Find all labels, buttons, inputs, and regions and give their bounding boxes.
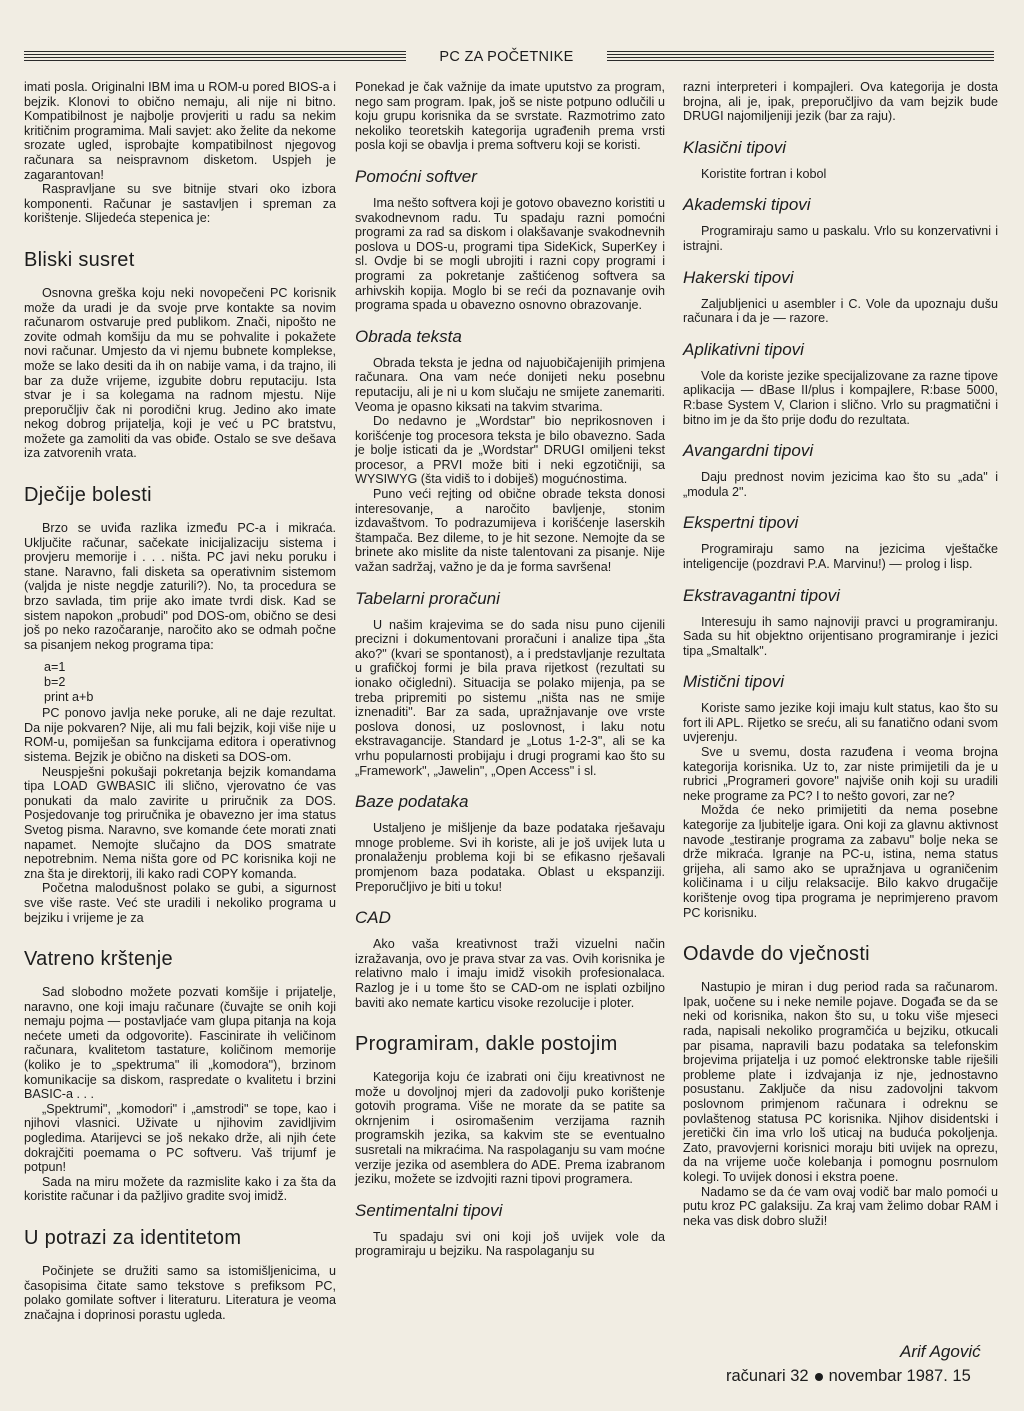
- paragraph: Obrada teksta je jedna od najuobičajenijih primjena računara. Ona vam neće donijeti neku posebnu reputaciju, ali je ni u kom slučaju ne smijete zanemariti. Veoma je opasno kiksati na takvim stvarima.: [355, 355, 665, 414]
- paragraph: U našim krajevima se do sada nisu puno cijenili precizni i dokumentovani proračuni i analize tipa „šta ako?" (kvari se spontanost), a i predstavljanje rezultata u grafičkoj formi je bila prava rijetkost (rezultati su ionako očigledni). Situacija se polako mijenja, pa se treba pripremiti po sistemu „ništa nas ne smije iznenaditi". Bar za sada, upražnjavanje ove vrste poslova donosi, uz poslovnost, i laku notu ekstravagancije. Standard je „Lotus 1-2-3", ali se ka vrhu popularnosti probijaju i drugi programi kao što su „Framework", „Jawelin", „Open Access" i sl.: [355, 617, 665, 778]
- section-title: PC ZA POČETNIKE: [439, 49, 574, 65]
- heading: Tabelarni proračuni: [355, 588, 500, 608]
- heading: Mistični tipovi: [683, 672, 785, 692]
- heading: Akademski tipovi: [683, 195, 811, 215]
- paragraph: Neuspješni pokušaji pokretanja bejzik komandama tipa LOAD GWBASIC ili slično, vjerovatno će vas ponukati da malo zavirite u priručnik za DOS. Posjedovanje tog priručnika je obavezno jer ima status Svetog pisma. Naravno, sve komande ćete morati znati napamet. Nemojte slučajno da DOS smatrate nepotrebnim. Nema ništa gore od PC korisnika koji ne zna šta je direktorij, ili kako radi COPY komanda.: [24, 764, 336, 881]
- paragraph: Sada na miru možete da razmislite kako i za šta da koristite računar i da pažljivo gradite svoj imidž.: [24, 1174, 336, 1204]
- paragraph: Do nedavno je „Wordstar" bio neprikosnoven i korišćenje tog procesora teksta je bilo obavezno. Sada je bolje isticati da je „Wordstar" DRUGI omiljeni tekst procesor, a PRVI može biti i neki egzotičniji, sa WYSIWYG (šta vidiš to i dobiješ) mogućnostima.: [355, 414, 665, 487]
- column-2: [355, 80, 665, 1259]
- paragraph: PC ponovo javlja neke poruke, ali ne daje rezultat. Da nije pokvaren? Nije, ali mu fali bejzik, koji više nije u ROM-u, pomiješan sa funkcijama editora i operativnog sistema. Bejzik je obično na disketi sa DOS-om.: [24, 706, 336, 764]
- header-rule-right: [607, 51, 994, 61]
- paragraph: Ponekad je čak važnije da imate uputstvo za program, nego sam program. Ipak, još se niste potpuno odlučili u koju grupu korisnika da se svrstate. Razmotrimo zato nekoliko teoretskih kategorija ugrađenih prema vrsti posla koji se obavlja i prema softveru koji se koristi.: [355, 80, 665, 153]
- page-number: 15: [952, 1367, 971, 1385]
- paragraph: Puno veći rejting od obične obrade teksta donosi interesovanje, a naročito bavljenje, stonim izdavaštvom. To podrazumijeva i korišćenje laserskih štampača. Bez dileme, to je hit sezone. Nemojte da se brinete ako mislite da niste talentovani za pisanje. Nije važan sadržaj, važno je da je forma savršena!: [355, 487, 665, 575]
- code-line: b=2: [44, 675, 66, 689]
- paragraph: „Spektrumi", „komodori" i „amstrodi" se tope, kao i njihovi vlasnici. Uživate u njihovim zavidljivim pogledima. Atarijevci se još nekako drže, ali njih ćete dokrajčiti poemama o PC softveru. Vaš trijumf je potpun!: [24, 1101, 336, 1175]
- paragraph: Daju prednost novim jezicima kao što su „ada" i „modula 2".: [683, 470, 998, 499]
- heading: CAD: [355, 908, 391, 928]
- bullet-dot: [815, 1373, 823, 1381]
- section-header: [24, 47, 994, 67]
- code-line: print a+b: [44, 689, 94, 704]
- column-3: [683, 80, 998, 1228]
- paragraph: razni interpreteri i kompajleri. Ova kategorija je dosta brojna, ali je, ipak, preporučljivo da vam bejzik bude DRUGI najomiljeniji jezik (bar za raju).: [683, 80, 998, 124]
- heading: Bliski susret: [24, 248, 135, 271]
- heading: Ekstravagantni tipovi: [683, 585, 840, 605]
- heading: Pomoćni softver: [355, 166, 477, 186]
- heading: Sentimentalni tipovi: [355, 1200, 503, 1220]
- paragraph: Vole da koriste jezike specijalizovane za razne tipove aplikacija — dBase II/plus i kompajlere, R:base 5000, R:base System V, Clarion i slično. Vrlo su pragmatični i bitno im je da što prije dođu do rezultata.: [683, 368, 998, 427]
- heading: Aplikativni tipovi: [683, 339, 804, 359]
- paragraph: Počinjete se družiti samo sa istomišljenicima, u časopisima čitate samo tekstove s prefiksom PC, polako gomilate softver i literaturu. Literatura je veoma značajna i doprinosi porastu ugleda.: [24, 1264, 336, 1322]
- paragraph: Kategorija koju će izabrati oni čiju kreativnost ne može u dovoljnoj mjeri da zadovolji puko korištenje gotovih programa. Više ne morate da se patite sa okrnjenim i osiromašenim verzijama raznih programskih jezika, sa kakvim ste se eventualno susretali na mikraćima. Na raspolaganju su vam moćne verzije jezika od asemblera do ADE. Prema izabranom jeziku, možete se izdvojiti razni tipovi programera.: [355, 1070, 665, 1187]
- paragraph: Možda će neko primijetiti da nema posebne kategorije za ljubitelje igara. Oni koji za glavnu aktivnost navode „testiranje programa za zabavu" bolje neka se drže mikraća. Igranje na PC-u, istina, nema status grijeha, ali samo ako se upražnjava u ograničenim količinama i u cilju relaksacije. Bilo kakvo drugačije korištenje ovog tipa programa je neprimjereno pravom PC korisniku.: [683, 803, 998, 920]
- paragraph: Koriste samo jezike koji imaju kult status, kao što su fort ili APL. Rijetko se sreću, ali su fanatično odani svom uvjerenju.: [683, 701, 998, 745]
- paragraph: imati posla. Originalni IBM ima u ROM-u pored BIOS-a i bejzik. Klonovi to obično nemaju, ali nije ni bitno. Kompatibilnost je najbolje provjeriti u radu sa nekim kritičnim programima. Mali savjet: ako želite da nekome srozate ugled, isprobajte kompatibilnost njegovog računara sa neispravnom disketom. Uspjeh je zagarantovan!: [24, 80, 336, 182]
- paragraph: Sve u svemu, dosta razuđena i veoma brojna kategorija korisnika. Uz to, zar niste primijetili da je u rubrici „Programeri govore" najviše onih koji su uradili neke programe za PC? I to nešto govori, zar ne?: [683, 745, 998, 803]
- column-1: [24, 80, 336, 1322]
- paragraph: Tu spadaju svi oni koji još uvijek vole da programiraju u bejziku. Na raspolaganju su: [355, 1229, 665, 1259]
- paragraph: Nadamo se da će vam ovaj vodič bar malo pomoći u putu kroz PC galaksiju. Za kraj vam želimo dobar RAM i neka vas disk dobro služi!: [683, 1184, 998, 1228]
- heading: Obrada teksta: [355, 326, 462, 346]
- paragraph: Ima nešto softvera koji je gotovo obavezno koristiti u svakodnevnom radu. Tu spadaju razni pomoćni programi za rad sa diskom i olakšavanje svakodnevnih poslova u DOS-u, programi tipa SideKick, SuperKey i sl. Ovdje bi se mogli ubrojiti i razni copy programi i programi za pokretanje zaštićenog softvera sa arhivskih kopija. Moglo bi se reći da poznavanje ovih programa spada u obavezno osnovno obrazovanje.: [355, 195, 665, 313]
- paragraph: Koristite fortran i kobol: [701, 166, 827, 181]
- heading: Baze podataka: [355, 792, 469, 812]
- paragraph: Ustaljeno je mišljenje da baze podataka rješavaju mnoge probleme. Svi ih koriste, ali je još uvijek luta u pronalaženju problema koji bi se efikasno rješavali promjenom baza podataka. Oblast u ekspanziji. Preporučljivo je biti u toku!: [355, 821, 665, 894]
- heading: U potrazi za identitetom: [24, 1227, 242, 1249]
- header-rule-left: [24, 51, 406, 61]
- code-listing: [24, 660, 336, 704]
- paragraph: Početna malodušnost polako se gubi, a sigurnost sve više raste. Već ste uradili i nekoliko programa u bejziku i vrijeme je za: [24, 881, 336, 925]
- paragraph: Ako vaša kreativnost traži vizuelni način izražavanja, ovo je prava stvar za vas. Ovih korisnika je relativno malo i imaju imidž visokih profesionalaca. Razlog je i u tome što se CAD-om ne isplati ozbiljno baviti ako nemate karticu visoke rezolucije i ploter.: [355, 937, 665, 1010]
- heading: Dječije bolesti: [24, 484, 152, 507]
- paragraph: Osnovna greška koju neki novopečeni PC korisnik može da uradi je da svoje prve kontakte sa novim računarom ostvaruje pred publikom. Znači, nipošto ne zovite odmah komšiju da mu se pohvalite i pokažete novi računar. Umjesto da vi njemu bubnete komplekse, može se lako desiti da ih on nabije vama, i da trajno, ili bar za duže vrijeme, izgubite dobru reputaciju. Ista stvar je i sa kolegama na radnom mjestu. Nije preporučljiv čak ni porodični krug. Jedino ako imate nekog dobrog prijatelja, koji je već u PC bratstvu, možete ga zamoliti da vas obiđe. Ostalo se sve dešava iza zatvorenih vrata.: [24, 285, 336, 461]
- heading: Avangardni tipovi: [683, 441, 814, 461]
- heading: Ekspertni tipovi: [683, 513, 799, 533]
- paragraph: Sad slobodno možete pozvati komšije i prijatelje, naravno, one koji imaju računare (čuvajte se onih koji nemaju pojma — postavljaće vam glupa pitanja na koja nećete umeti da odgovorite). Fascinirate ih veličinom računara, kvalitetom tastature, količinom memorije (koliko je to „spektruma" ili „komodora"), brzinom komunikacije sa diskom, raspredate o kvalitetu i brzini BASIC-a . . .: [24, 985, 336, 1102]
- heading: Vatreno krštenje: [24, 948, 173, 971]
- page-footer: [726, 1367, 971, 1386]
- paragraph: Programiraju samo na jezicima vještačke inteligencije (pozdravi P.A. Marvinu!) — prolog i lisp.: [683, 542, 998, 571]
- heading: Odavde do vječnosti: [683, 943, 870, 966]
- heading: Hakerski tipovi: [683, 267, 794, 287]
- magazine-issue: računari 32: [726, 1367, 809, 1385]
- issue-date: novembar 1987.: [828, 1367, 948, 1385]
- paragraph: Raspravljane su sve bitnije stvari oko izbora komponenti. Računar je sastavljen i spreman za korištenje. Slijedeća stepenica je:: [24, 182, 336, 226]
- paragraph: Zaljubljenici u asembler i C. Vole da upoznaju dušu računara i da je — razore.: [683, 296, 998, 326]
- heading: Programiram, dakle postojim: [355, 1033, 618, 1056]
- code-line: a=1: [44, 660, 66, 675]
- paragraph: Nastupio je miran i dug period rada sa računarom. Ipak, uočene su i neke nemile pojave. Događa se da se neki od korisnika, nakon što su, u toku više mjeseci rada, napisali nekoliko programčića u bejziku, otkucali par pisama, napravili bazu podataka sa telefonskim brojevima prijatelja i uz pomoć elektronske table riješili probleme plate i izdvajanja iz nje, jednostavno posustanu. Zaključe da nisu zadovoljni takvom poslovnom primjenom računara i odreknu se povlaštenog statusa PC korisnika. Njihov disidentski i jeretički čin ima vrlo loš uticaj na buduća pokoljenja. Zato, pravovjerni korisnici moraju biti uvijek na oprezu, da na vrijeme uoče kolebanja i pomognu posrnulom kolegi. To uvijek donosi i ekstra poene.: [683, 980, 998, 1184]
- paragraph: Interesuju ih samo najnoviji pravci u programiranju. Sada su hit objektno orijentisano programiranje i jezici tipa „Smaltalk".: [683, 614, 998, 658]
- heading: Klasični tipovi: [683, 137, 786, 157]
- author-signature: Arif Agović: [900, 1342, 981, 1361]
- paragraph: Programiraju samo u paskalu. Vrlo su konzervativni i istrajni.: [683, 224, 998, 253]
- paragraph: Brzo se uviđa razlika između PC-a i mikraća. Uključite računar, sačekate inicijalizaciju sistema i provjeru memorije i . . . ništa. PC javi neku poruku i stane. Naravno, fali disketa sa operativnim sistemom (valjda je niste negdje zaturili?). No, ta procedura se brzo savlada, tim prije ako imate tvrdi disk. Kad se sistem napokon „probudi" pod DOS-om, obično se desi još po neko razočaranje, naročito ako se odmah počne sa pisanjem nekog programa tipa:: [24, 521, 336, 652]
